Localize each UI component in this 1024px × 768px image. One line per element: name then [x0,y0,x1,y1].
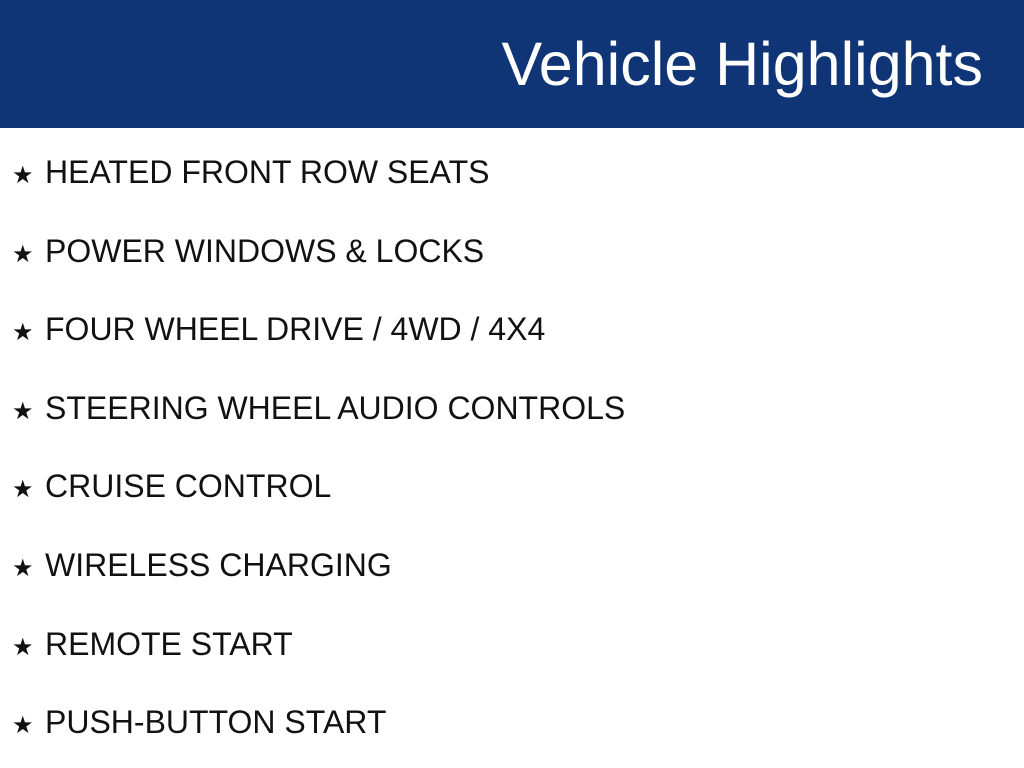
star-bullet-icon: ★ [12,319,34,347]
highlight-label: FOUR WHEEL DRIVE / 4WD / 4X4 [45,311,546,348]
star-bullet-icon: ★ [12,240,34,268]
highlight-label: PUSH-BUTTON START [45,704,387,741]
highlight-label: STEERING WHEEL AUDIO CONTROLS [45,389,626,426]
list-item [12,369,1024,448]
page-title: Vehicle Highlights [501,30,983,98]
highlight-label: REMOTE START [45,625,293,662]
star-bullet-icon: ★ [12,162,34,189]
highlights-list [0,128,1024,768]
list-item [12,290,1024,369]
highlight-label: WIRELESS CHARGING [45,546,392,583]
highlight-label: HEATED FRONT ROW SEATS [45,154,490,190]
star-bullet-icon: ★ [12,476,34,504]
highlight-label: CRUISE CONTROL [45,468,332,505]
star-bullet-icon: ★ [12,397,34,425]
list-item [12,605,1024,684]
list-item [12,447,1024,526]
list-item [12,133,1024,212]
star-bullet-icon: ★ [12,633,34,661]
star-bullet-icon: ★ [12,712,34,740]
list-item [12,212,1024,291]
highlight-label: POWER WINDOWS & LOCKS [45,232,485,269]
list-item [12,683,1024,762]
slide-header [0,0,1024,128]
star-bullet-icon: ★ [12,554,34,582]
list-item [12,526,1024,605]
